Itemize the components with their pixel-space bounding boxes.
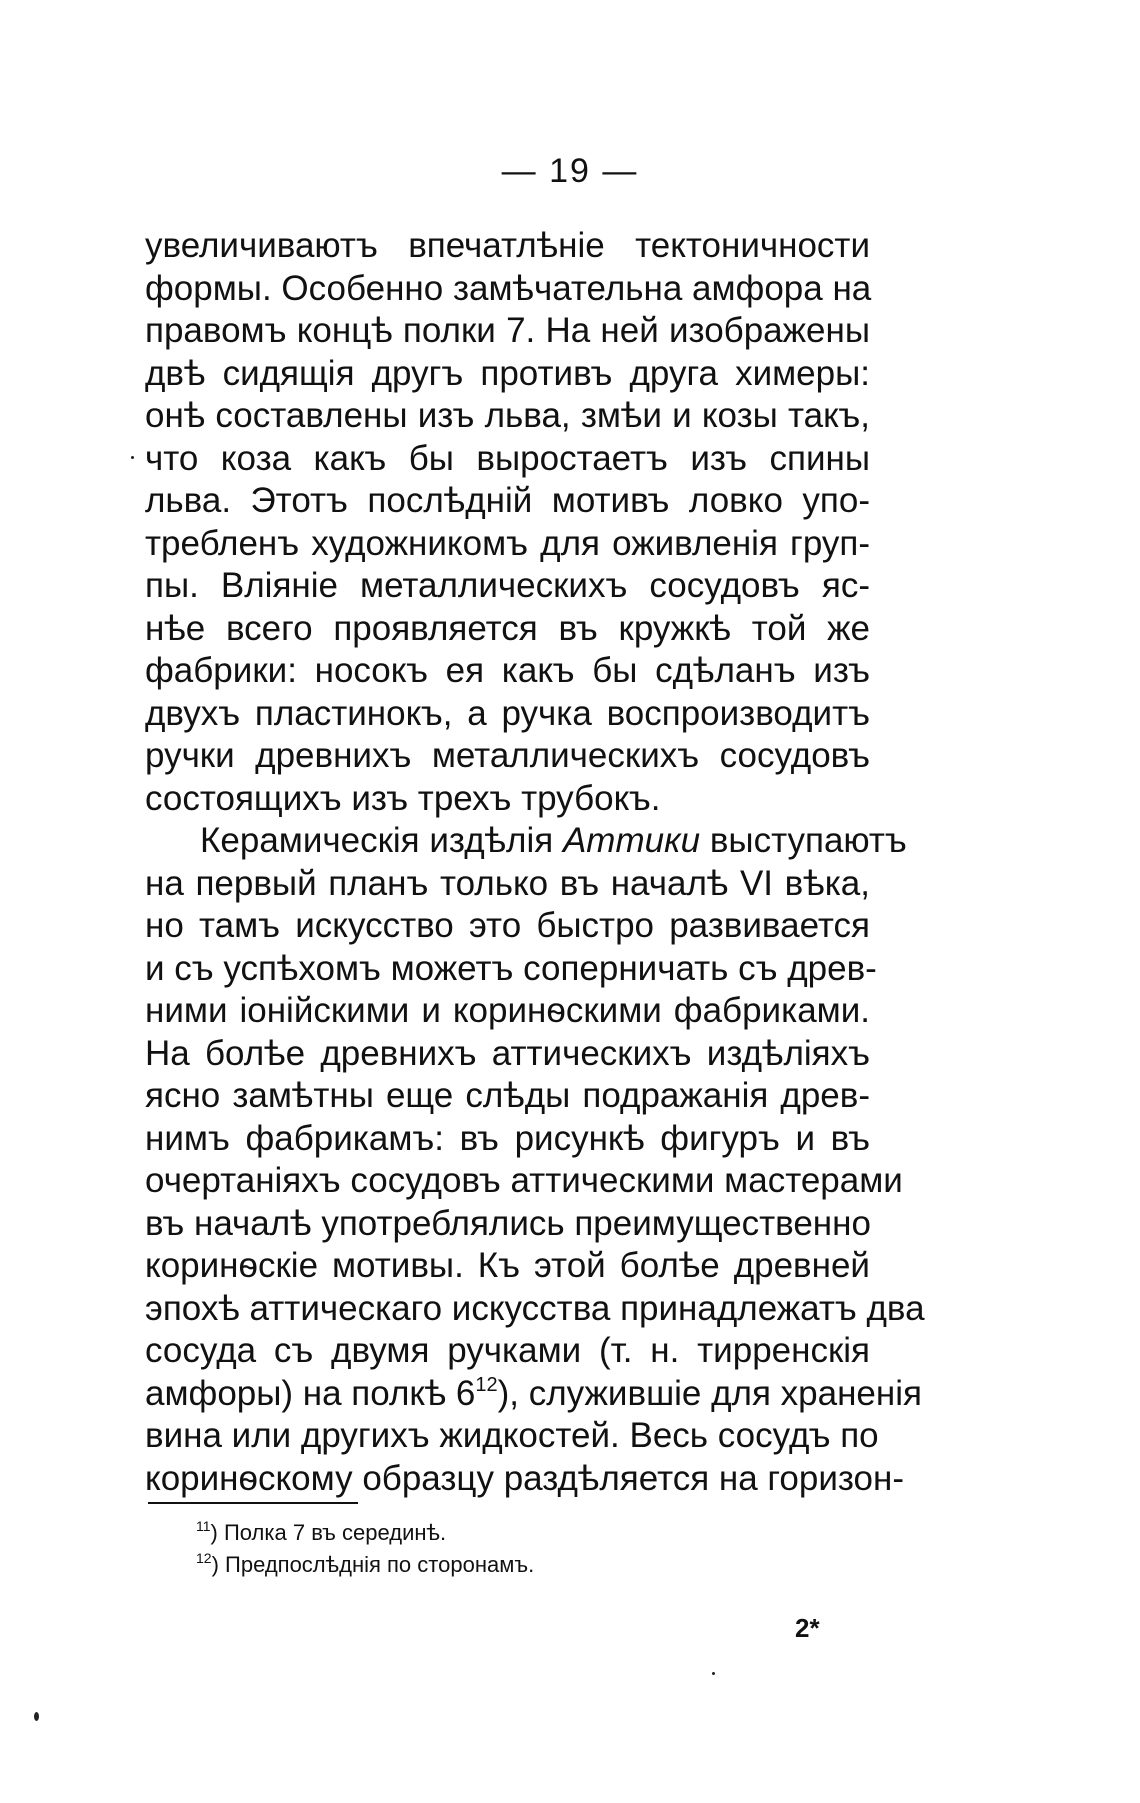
ref-line-text: ), служившіе для храненія	[497, 1373, 922, 1413]
footnote-divider	[148, 1502, 358, 1504]
paragraph-2-line: коринѳскіе мотивы. Къ этой болѣе древней	[145, 1246, 870, 1285]
paragraph-1-line: что коза какъ бы выростаетъ изъ спины	[145, 438, 870, 478]
paragraph-1-line: формы. Особенно замѣчательна амфора на	[145, 268, 872, 308]
paragraph-2-line: нимъ фабрикамъ: въ рисункѣ фигуръ и въ	[145, 1118, 870, 1158]
scan-speck	[712, 1672, 715, 1675]
paragraph-1-line: онѣ составлены изъ льва, змѣи и козы такъ,	[145, 396, 870, 435]
signature-mark: 2*	[795, 1613, 820, 1643]
paragraph-1-line: нѣе всего проявляется въ кружкѣ той же	[145, 608, 870, 648]
paragraph-2-line: очертаніяхъ сосудовъ аттическими мастерами	[145, 1161, 903, 1200]
paragraph-1-line: правомъ концѣ полки 7. На ней изображены	[145, 311, 870, 350]
paragraph-2-line: На болѣе древнихъ аттическихъ издѣліяхъ	[145, 1033, 870, 1073]
paragraph-2-ref-line	[145, 1373, 922, 1416]
footnote-text: ) Предпослѣднія по сторонамъ.	[211, 1552, 535, 1577]
first-line-text: выступаютъ	[709, 821, 907, 860]
paragraph-1-line: фабрики: носокъ ея какъ бы сдѣланъ изъ	[145, 651, 870, 690]
paragraph-1-line: пы. Вліяніе металлическихъ сосудовъ яс-	[145, 566, 870, 605]
paragraph-2-line: сосуда съ двумя ручками (т. н. тирренскія	[145, 1331, 870, 1370]
footnote-text: ) Полка 7 въ серединѣ.	[210, 1520, 447, 1545]
paragraph-2-first-line	[145, 820, 907, 863]
paragraph-2-line: ними іонійскими и коринѳскими фабриками.	[145, 991, 870, 1030]
paragraph-1-line: двухъ пластинокъ, а ручка воспроизводитъ	[145, 693, 870, 733]
first-line-text: Керамическія издѣлія	[200, 821, 554, 860]
paragraph-2-line: но тамъ искусство это быстро развивается	[145, 906, 870, 945]
italic-term: Аттики	[562, 821, 701, 860]
paragraph-1-line: состоящихъ изъ трехъ трубокъ.	[145, 778, 661, 818]
scan-speck	[131, 456, 134, 459]
paragraph-1-line: требленъ художникомъ для оживленія груп-	[145, 523, 870, 563]
paragraph-2-line: эпохѣ аттическаго искусства принадлежатъ два	[145, 1288, 925, 1328]
page-number: — 19 —	[501, 152, 639, 190]
paragraph-2-line: вина или другихъ жидкостей. Весь сосудъ по	[145, 1416, 879, 1455]
paragraph-1-line: увеличиваютъ впечатлѣніе тектоничности	[145, 226, 870, 265]
footnote-item	[196, 1517, 534, 1549]
footnote-mark: 12	[196, 1550, 212, 1566]
paragraph-1-line: льва. Этотъ послѣдній мотивъ ловко упо-	[145, 481, 870, 520]
footnotes	[196, 1517, 534, 1581]
paragraph-1-line: двѣ сидящія другъ противъ друга химеры:	[145, 353, 870, 393]
footnote-mark: 11	[196, 1518, 211, 1534]
scan-speck	[34, 1712, 39, 1721]
paragraph-1-line: ручки древнихъ металлическихъ сосудовъ	[145, 736, 870, 775]
paragraph-2-line: и съ успѣхомъ можетъ соперничать съ древ-	[145, 948, 877, 988]
ref-line-text: амфоры) на полкѣ 6	[145, 1373, 476, 1413]
paragraph-2-line: въ началѣ употреблялись преимущественно	[145, 1203, 871, 1243]
paragraph-2-line: коринѳскому образцу раздѣляется на горизон-	[145, 1458, 904, 1498]
footnote-item	[196, 1549, 534, 1581]
footnote-ref[interactable]: 12	[475, 1373, 498, 1396]
paragraph-2-line: ясно замѣтны еще слѣды подражанія древ-	[145, 1076, 870, 1115]
paragraph-2-line: на первый планъ только въ началѣ VI вѣка,	[145, 863, 870, 903]
body-text	[145, 225, 925, 1500]
